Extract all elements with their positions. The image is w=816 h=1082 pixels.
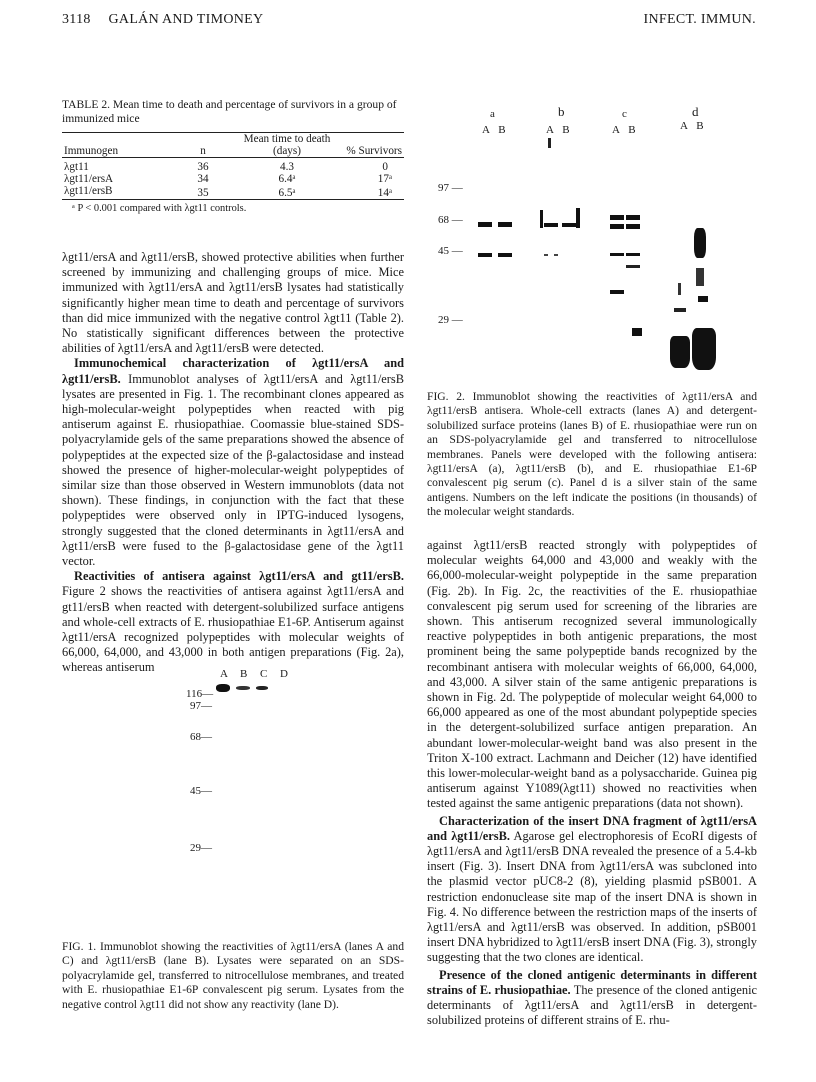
marker-label: 116: [186, 688, 203, 700]
fig1-band-lane-a: [216, 684, 230, 692]
fig1-band-lane-c: [256, 686, 268, 690]
fig1-lane-label: C: [260, 668, 268, 680]
fig2-band: [626, 224, 640, 229]
paragraph-text: The presence of the cloned antigenic determinants of λgt11/ersA and λgt11/ersB in detergent-solubilized proteins of different strains of E. rhu-: [427, 982, 758, 1028]
page-number: 3118: [62, 12, 91, 27]
table2: [62, 132, 404, 214]
fig2-band: [626, 253, 640, 256]
fig2-marker: 97 —: [438, 182, 463, 194]
fig2-band: [548, 138, 551, 148]
fig2-band: [544, 223, 558, 227]
fig1-band-lane-b: [236, 686, 250, 690]
marker-label: 97: [438, 182, 449, 194]
lane-b: B: [628, 124, 636, 136]
fig2-band: [498, 253, 512, 257]
table2-col-immunogen: Immunogen: [64, 145, 119, 157]
fig2-band: [698, 296, 708, 302]
fig2-band: [694, 228, 706, 258]
fig1-lane-label: A: [220, 668, 228, 680]
marker-label: 68: [438, 214, 449, 226]
lane-a: A: [680, 120, 688, 132]
paragraph: against λgt11/ersB reacted strongly with polypeptides of molecular weights 64,000 and 43,000 and weakly with the 66,000-molecular-weight polypeptide in the same preparation (Fig. 2b). In Fig. 2c, the reactivities of the E. rhusiopathiae convalescent pig serum used for screening of the libraries are shown. This antiserum recognized several immunologically reactive polypeptides in both antigenic preparations, the most prominent being the same polypeptide bands recognized by the recombinant antisera with molecular weights of 66,000, 64,000, and 43,000. A silver stain of the same antigenic preparations is shown in Fig. 2d. The polypeptide of molecular weight 64,000 to 66,000 appeared as one of the most abundant polypeptide species in the detergent-solubilized surface antigen preparation. An abundant lower-molecular-weight band was also present in the Triton X-100 extract. Lachmann and Deicher (12) have identified this lower-molecular-weight band as a polysaccharide. Guinea pig antiserum against Y1089(λgt11) showed no reactivities when tested against the same antigenic preparations (data not shown).: [427, 538, 757, 811]
fig2-panel-label: b: [558, 104, 565, 119]
fig1-marker: 97—: [190, 700, 212, 712]
fig2-band: [696, 268, 704, 286]
fig2-band: [562, 223, 576, 227]
fig2-band: [498, 222, 512, 227]
fig2-panel-label: c: [622, 108, 627, 120]
fig2-lane-labels-b: [546, 124, 570, 136]
fig2-band: [540, 210, 543, 228]
table2-row-3-mttd: 6.5ᵃ: [278, 187, 296, 199]
paragraph: λgt11/ersA and λgt11/ersB, showed protective abilities when further screened by immunizing and challenging groups of mice. Mice immunized with λgt11/ersA and λgt11/ersB lysates had statistically significantly higher mean time to death and percentage of survivors than did mice immunized with the negative control λgt11 (Table 2). No statistically significant differences between the protective abilities of λgt11/ersA and λgt11/ersB were detected.: [62, 250, 404, 356]
fig2-marker: 68 —: [438, 214, 463, 226]
section-heading: Characterization of the insert DNA fragment of λgt11/ersA and λgt11/ersB.: [427, 813, 757, 843]
fig1-marker: 116—: [186, 688, 214, 700]
figure-2: [438, 104, 760, 378]
fig2-band: [626, 265, 640, 268]
paragraph: [62, 569, 404, 675]
table2-row-2-n: 34: [197, 173, 209, 185]
fig2-band: [632, 328, 642, 336]
fig2-band: [610, 253, 624, 256]
fig2-band: [674, 308, 686, 312]
lane-b: B: [562, 124, 570, 136]
table2-col-mttd: Mean time to death (days): [243, 133, 331, 157]
fig2-band: [610, 215, 624, 220]
marker-label: 68: [190, 731, 201, 743]
table2-row-1-mttd: 4.3: [280, 161, 294, 173]
fig1-marker: 29—: [190, 842, 212, 854]
fig1-caption: FIG. 1. Immunoblot showing the reactivities of λgt11/ersA (lanes A and C) and λgt11/ersB (lane B). Lysates were separated on an SDS-polyacrylamide gel, transferred to nitrocellulose membranes, and treated with E. rhusiopathiae E1-6P convalescent pig serum. Lysates from the negative control λgt11 did not show any reactivity (lane D).: [62, 940, 404, 1011]
lane-a: A: [612, 124, 620, 136]
fig2-band: [576, 208, 580, 228]
table2-row-2-immunogen: λgt11/ersA: [64, 173, 114, 185]
lane-a: A: [482, 124, 490, 136]
fig2-band: [478, 253, 492, 257]
fig1-lane-label: B: [240, 668, 248, 680]
table2-row-1-n: 36: [197, 161, 209, 173]
table2-col-n: n: [200, 145, 206, 157]
table2-row-2-survivors: 17ᵃ: [377, 173, 392, 185]
table2-col-survivors: % Survivors: [346, 145, 402, 157]
fig2-band: [670, 336, 690, 368]
fig2-lane-labels-c: [612, 124, 636, 136]
fig2-band: [544, 254, 548, 256]
table2-row-3-survivors: 14ᵃ: [377, 187, 392, 199]
paragraph: [427, 968, 757, 1029]
paragraph-text: Figure 2 shows the reactivities of antisera against λgt11/ersA and gt11/ersB when reacted with detergent-solubilized surface antigens and whole-cell extracts of E. rhusiopathiae E1-6P. Antiserum against λgt11/ersA recognized polypeptides with molecular weights of 66,000, 64,000, and 43,000 in both antigen preparations (Fig. 2a), whereas antiserum: [62, 584, 404, 675]
journal-name: INFECT. IMMUN.: [643, 12, 756, 27]
table2-row-3-immunogen: λgt11/ersB: [64, 185, 113, 197]
marker-label: 97: [190, 700, 201, 712]
paragraph-text: Agarose gel electrophoresis of EcoRI digests of λgt11/ersA and λgt11/ersB DNA revealed the presence of a 5.4-kb insert (Fig. 3). Insert DNA from λgt11/ersA was subcloned into the plasmid vector pUC8-2 (8), yielding plasmid pSB001. A restriction endonuclease site map of the insert DNA is shown in Fig. 4. No difference between the restriction maps of the inserts of λgt11/ersA and λgt11/ersB was observed. In addition, pSB001 insert DNA hybridized to λgt11/ersB insert DNA (Fig. 3), strongly suggesting that the two clones are identical.: [427, 828, 757, 965]
authors: GALÁN AND TIMONEY: [108, 12, 264, 27]
paragraph-text: Immunoblot analyses of λgt11/ersA and λgt11/ersB lysates are presented in Fig. 1. The recombinant clones appeared as high-molecular-weight polypeptides when reacted with pig antiserum against E. rhusiopathiae. Coomassie blue-stained SDS-polyacrylamide gels of the same preparations showed the absence of polypeptides at the expected size of the β-galactosidase and instead showed the presence of higher-molecular-weight polypeptides of similar size than those observed in Western immunoblots (data not shown). These findings, in conjunction with the fact that these polypeptides were observed only in IPTG-induced lysogens, strongly suggested that the cloned determinants in λgt11/ersA and λgt11/ersB were fused to the β-galactosidase gene of the λgt11 vector.: [62, 371, 404, 569]
right-column-text: [427, 538, 757, 1029]
marker-label: 45: [438, 245, 449, 257]
fig2-band: [678, 283, 681, 295]
fig2-lane-labels-d: [680, 120, 704, 132]
marker-label: 45: [190, 785, 201, 797]
table2-row-1-immunogen: λgt11: [64, 161, 89, 173]
lane-a: A: [546, 124, 554, 136]
fig1-marker: 45—: [190, 785, 212, 797]
fig2-panel-label: d: [692, 104, 699, 119]
section-heading: Immunochemical characterization of λgt11/ersA and λgt11/ersB.: [62, 356, 404, 386]
page-header-left: [62, 12, 263, 28]
fig2-marker: 45 —: [438, 245, 463, 257]
lane-b: B: [696, 120, 704, 132]
figure-1: [186, 668, 390, 908]
section-heading: Presence of the cloned antigenic determinants in different strains of E. rhusiopathiae.: [427, 967, 757, 997]
table2-footnote: ᵃ P < 0.001 compared with λgt11 controls.: [72, 203, 247, 214]
table2-row-3-n: 35: [197, 187, 209, 199]
paragraph: [427, 814, 757, 966]
fig2-band: [554, 254, 558, 256]
fig2-band: [692, 328, 716, 370]
fig2-band: [610, 224, 624, 229]
lane-b: B: [498, 124, 506, 136]
fig2-panel-label: a: [490, 108, 495, 120]
fig2-lane-labels-a: [482, 124, 506, 136]
marker-label: 29: [190, 842, 201, 854]
fig2-marker: 29 —: [438, 314, 463, 326]
fig2-caption: FIG. 2. Immunoblot showing the reactivities of λgt11/ersA and λgt11/ersB antisera. Whole-cell extracts (lanes A) and detergent-solubilized surface proteins (lanes B) of E. rhusiopathiae were run on an SDS-polyacrylamide gel and transferred to nitrocellulose membranes. Panels were developed with the following antisera: λgt11/ersA (a), λgt11/ersB (b), and E. rhusiopathiae E1-6P convalescent pig serum (c). Panel d is a silver stain of the same antigens. Numbers on the left indicate the positions (in thousands) of the molecular weight standards.: [427, 390, 757, 519]
table2-row-2-mttd: 6.4ᵃ: [278, 173, 296, 185]
table2-title: TABLE 2. Mean time to death and percentage of survivors in a group of immunized mice: [62, 98, 397, 125]
fig1-marker: 68—: [190, 731, 212, 743]
section-heading: Reactivities of antisera against λgt11/ersA and gt11/ersB.: [74, 569, 404, 584]
fig1-lane-label: D: [280, 668, 288, 680]
paragraph: [62, 356, 404, 569]
table2-row-1-survivors: 0: [382, 161, 388, 173]
fig2-band: [626, 215, 640, 220]
fig2-band: [610, 290, 624, 294]
marker-label: 29: [438, 314, 449, 326]
left-column-text: [62, 250, 404, 676]
fig2-band: [478, 222, 492, 227]
